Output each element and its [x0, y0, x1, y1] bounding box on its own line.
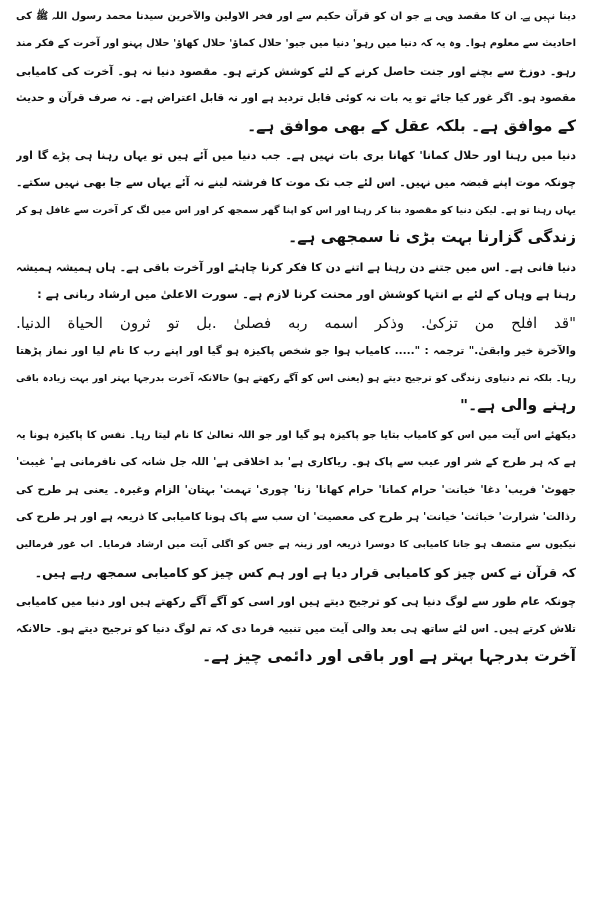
text-line: رہو۔ دوزخ سے بچنے اور جنت حاصل کرنے کے لئے کوشش کرتے ہو۔ مقصود دنیا نہ ہو۔ آخرت کی کامیابی	[16, 64, 576, 78]
text-line: دنیا فانی ہے۔ اس میں جتنے دن رہنا ہے اتنے دن کا فکر کرنا چاہئے اور آخرت باقی ہے۔ ہاں ہمیشہ ہمیشہ	[16, 260, 576, 274]
text-line: احادیث سے معلوم ہوا۔ وہ یہ کہ دنیا میں رہو' دنیا میں جیو' حلال کماؤ' حلال کھاؤ' حلال پہنو اور آخرت کے فکر مند	[16, 38, 576, 50]
text-line: نیکیوں سے متصف ہو جانا کامیابی کا دوسرا ذریعہ اور زینہ ہے جس کو اگلی آیت میں ارشاد فرمایا۔ اب غور فرمالیں	[16, 539, 576, 551]
text-line: ہے کہ ہر طرح کے شر اور عیب سے پاک ہو۔ ریاکاری ہے' بد اخلاقی ہے' اللہ جل شانہ کی نافرمانی ہے' غیبت'	[16, 456, 576, 469]
text-line: رہنے والی ہے۔"	[460, 396, 576, 415]
text-line: زندگی گزارنا بہت بڑی نا سمجھی ہے۔	[288, 228, 576, 247]
text-line: یہاں رہنا تو ہے۔ لیکن دنیا کو مقصود بنا کر رہنا اور اس کو اپنا گھر سمجھ کر اور اس میں لگ کر آخرت سے غافل ہو کر	[16, 204, 576, 216]
quranic-quote	[16, 310, 576, 420]
paragraph-3	[16, 254, 576, 309]
paragraph-1	[16, 3, 576, 140]
text-line: کے موافق ہے۔ بلکہ عقل کے بھی موافق ہے۔	[247, 116, 576, 135]
paragraph-5	[16, 422, 576, 586]
text-line: تلاش کرتے ہیں۔ اس لئے ساتھ ہی بعد والی آیت میں تنبیہ فرما دی کہ تم لوگ دنیا کو ترجیح دیتے ہو۔ حالانکہ	[16, 622, 576, 635]
text-line: آخرت بدرجہا بہتر ہے اور باقی اور دائمی چیز ہے۔	[202, 646, 576, 665]
paragraph-6	[16, 588, 576, 670]
text-line: دنیا میں رہنا اور حلال کمانا' کھانا بری بات نہیں ہے۔ جب دنیا میں آئے ہیں تو یہاں رہنا ہی پڑے گا اور	[16, 148, 576, 162]
paragraph-2	[16, 142, 576, 252]
text-line: دیکھئے اس آیت میں اس کو کامیاب بتایا جو پاکیزہ ہو گیا اور جو اللہ تعالیٰ کا نام لیتا رہا۔ نفس کا پاکیزہ ہونا یہ	[16, 429, 576, 441]
text-line: چونکہ موت اپنے قبضہ میں نہیں۔ اس لئے جب تک موت کا فرشتہ لینے نہ آئے یہاں سے جا بھی نہیں سکتے۔	[16, 176, 576, 190]
text-line: رہنا ہے وہاں کے لئے بے انتہا کوشش اور محنت کرنا لازم ہے۔ سورت الاعلیٰ میں ارشاد ربانی ہے :	[37, 286, 576, 301]
text-line: کہ قرآن نے کس چیز کو کامیابی قرار دیا ہے اور ہم کس چیز کو کامیابی سمجھ رہے ہیں۔	[34, 564, 576, 580]
text-line: رہا۔ بلکہ تم دنیاوی زندگی کو ترجیح دیتے ہو (یعنی اس کو آگے رکھتے ہو) حالانکہ آخرت بدرجہا بہتر اور بہت زیادہ باقی	[16, 373, 576, 385]
text-line: مقصود ہو۔ اگر غور کیا جائے تو یہ بات نہ کوئی قابل تردید ہے اور نہ قابل اعتراض ہے۔ نہ صرف قرآن و حدیث	[16, 92, 576, 105]
text-line: دینا نہیں ہے۔ ان کا مقصد وہی ہے جو ان کو قرآن حکیم سے اور فخر الاولین والآخرین سیدنا محمد رسول اللہ ﷺ کی	[16, 11, 576, 22]
arabic-verse-line: "قد افلح من تزكىٰ. وذكر اسمه ربه فصلىٰ .بل تو ثرون الحياة الدنيا.	[16, 314, 576, 333]
text-line: والآخرة خير وابقىٰ." ترجمہ : "..... کامیاب ہوا جو شخص پاکیزہ ہو گیا اور اپنے رب کا نام لیا اور نماز پڑھتا	[16, 344, 576, 357]
text-line: رذالت' شرارت' خباثت' خیانت' ہر طرح کی معصیت' ان سب سے پاک ہونا کامیابی کا ذریعہ ہے اور ہر طرح کی	[16, 511, 576, 524]
text-line: جھوٹ' فریب' دغا' خیانت' حرام کمانا' حرام کھانا' زنا' چوری' تہمت' بہتان' الزام وغیرہ۔ یعنی ہر طرح کی	[16, 483, 576, 496]
text-line: چونکہ عام طور سے لوگ دنیا ہی کو ترجیح دیتے ہیں اور اسی کو آگے آگے رکھتے ہیں اور دنیا میں کامیابی	[16, 595, 576, 609]
